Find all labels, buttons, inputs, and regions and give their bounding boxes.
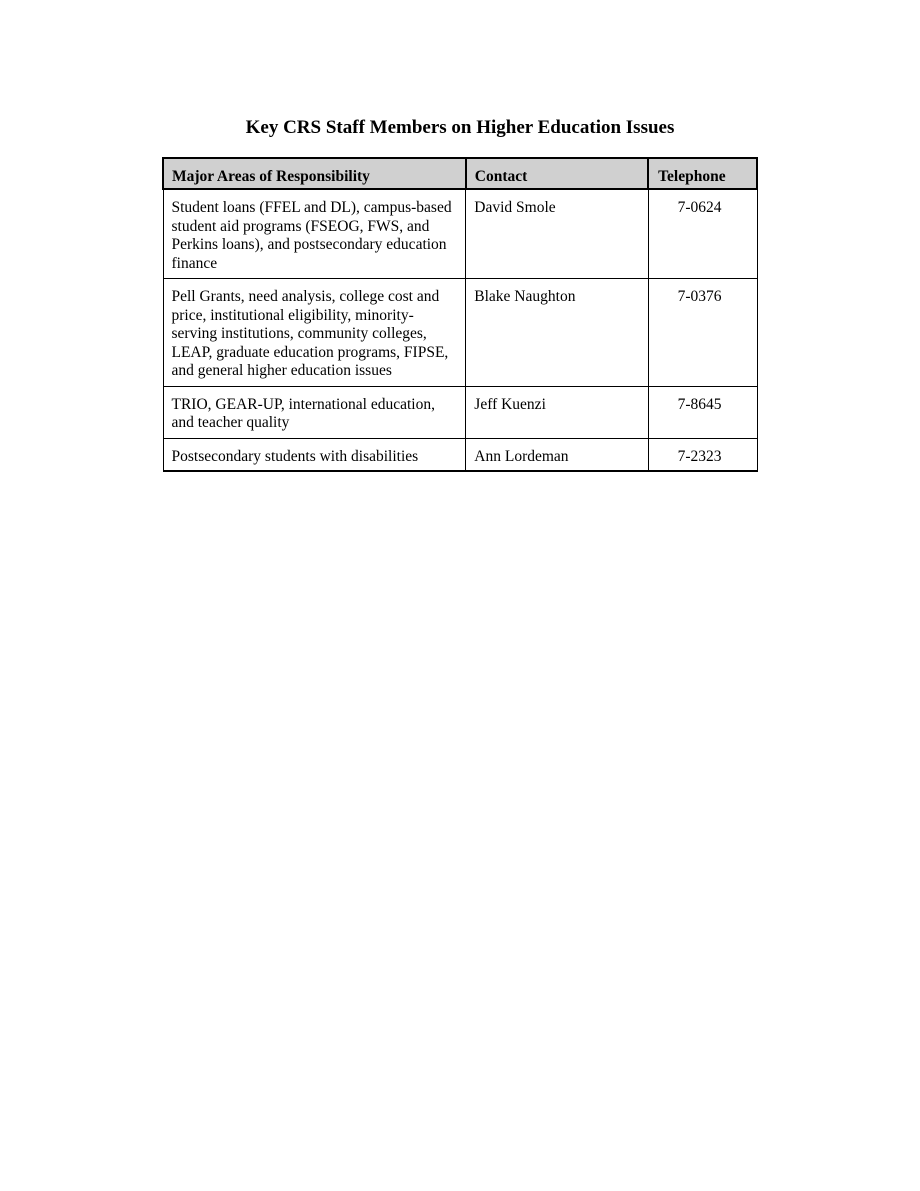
table-row [163, 279, 757, 387]
responsibility-cell: Student loans (FFEL and DL), campus-based student aid programs (FSEOG, FWS, and Perkins loans), and postsecondary education finance [163, 189, 466, 279]
header-contact: Contact [466, 158, 648, 189]
telephone-cell: 7-8645 [648, 386, 757, 438]
header-telephone: Telephone [648, 158, 757, 189]
contact-cell: David Smole [466, 189, 648, 279]
contact-cell: Jeff Kuenzi [466, 386, 648, 438]
responsibility-cell: Pell Grants, need analysis, college cost and price, institutional eligibility, minority-serving institutions, community colleges, LEAP, graduate education programs, FIPSE, and general higher education issues [163, 279, 466, 387]
header-areas-of-responsibility: Major Areas of Responsibility [163, 158, 466, 189]
table-header-row [163, 158, 757, 189]
table-row [163, 386, 757, 438]
table-row [163, 438, 757, 471]
contact-cell: Blake Naughton [466, 279, 648, 387]
page-title: Key CRS Staff Members on Higher Education Issues [245, 117, 675, 138]
table-row [163, 189, 757, 279]
telephone-cell: 7-0376 [648, 279, 757, 387]
contact-cell: Ann Lordeman [466, 438, 648, 471]
telephone-cell: 7-0624 [648, 189, 757, 279]
responsibility-cell: TRIO, GEAR-UP, international education, and teacher quality [163, 386, 466, 438]
staff-table [162, 157, 758, 472]
telephone-cell: 7-2323 [648, 438, 757, 471]
responsibility-cell: Postsecondary students with disabilities [163, 438, 466, 471]
